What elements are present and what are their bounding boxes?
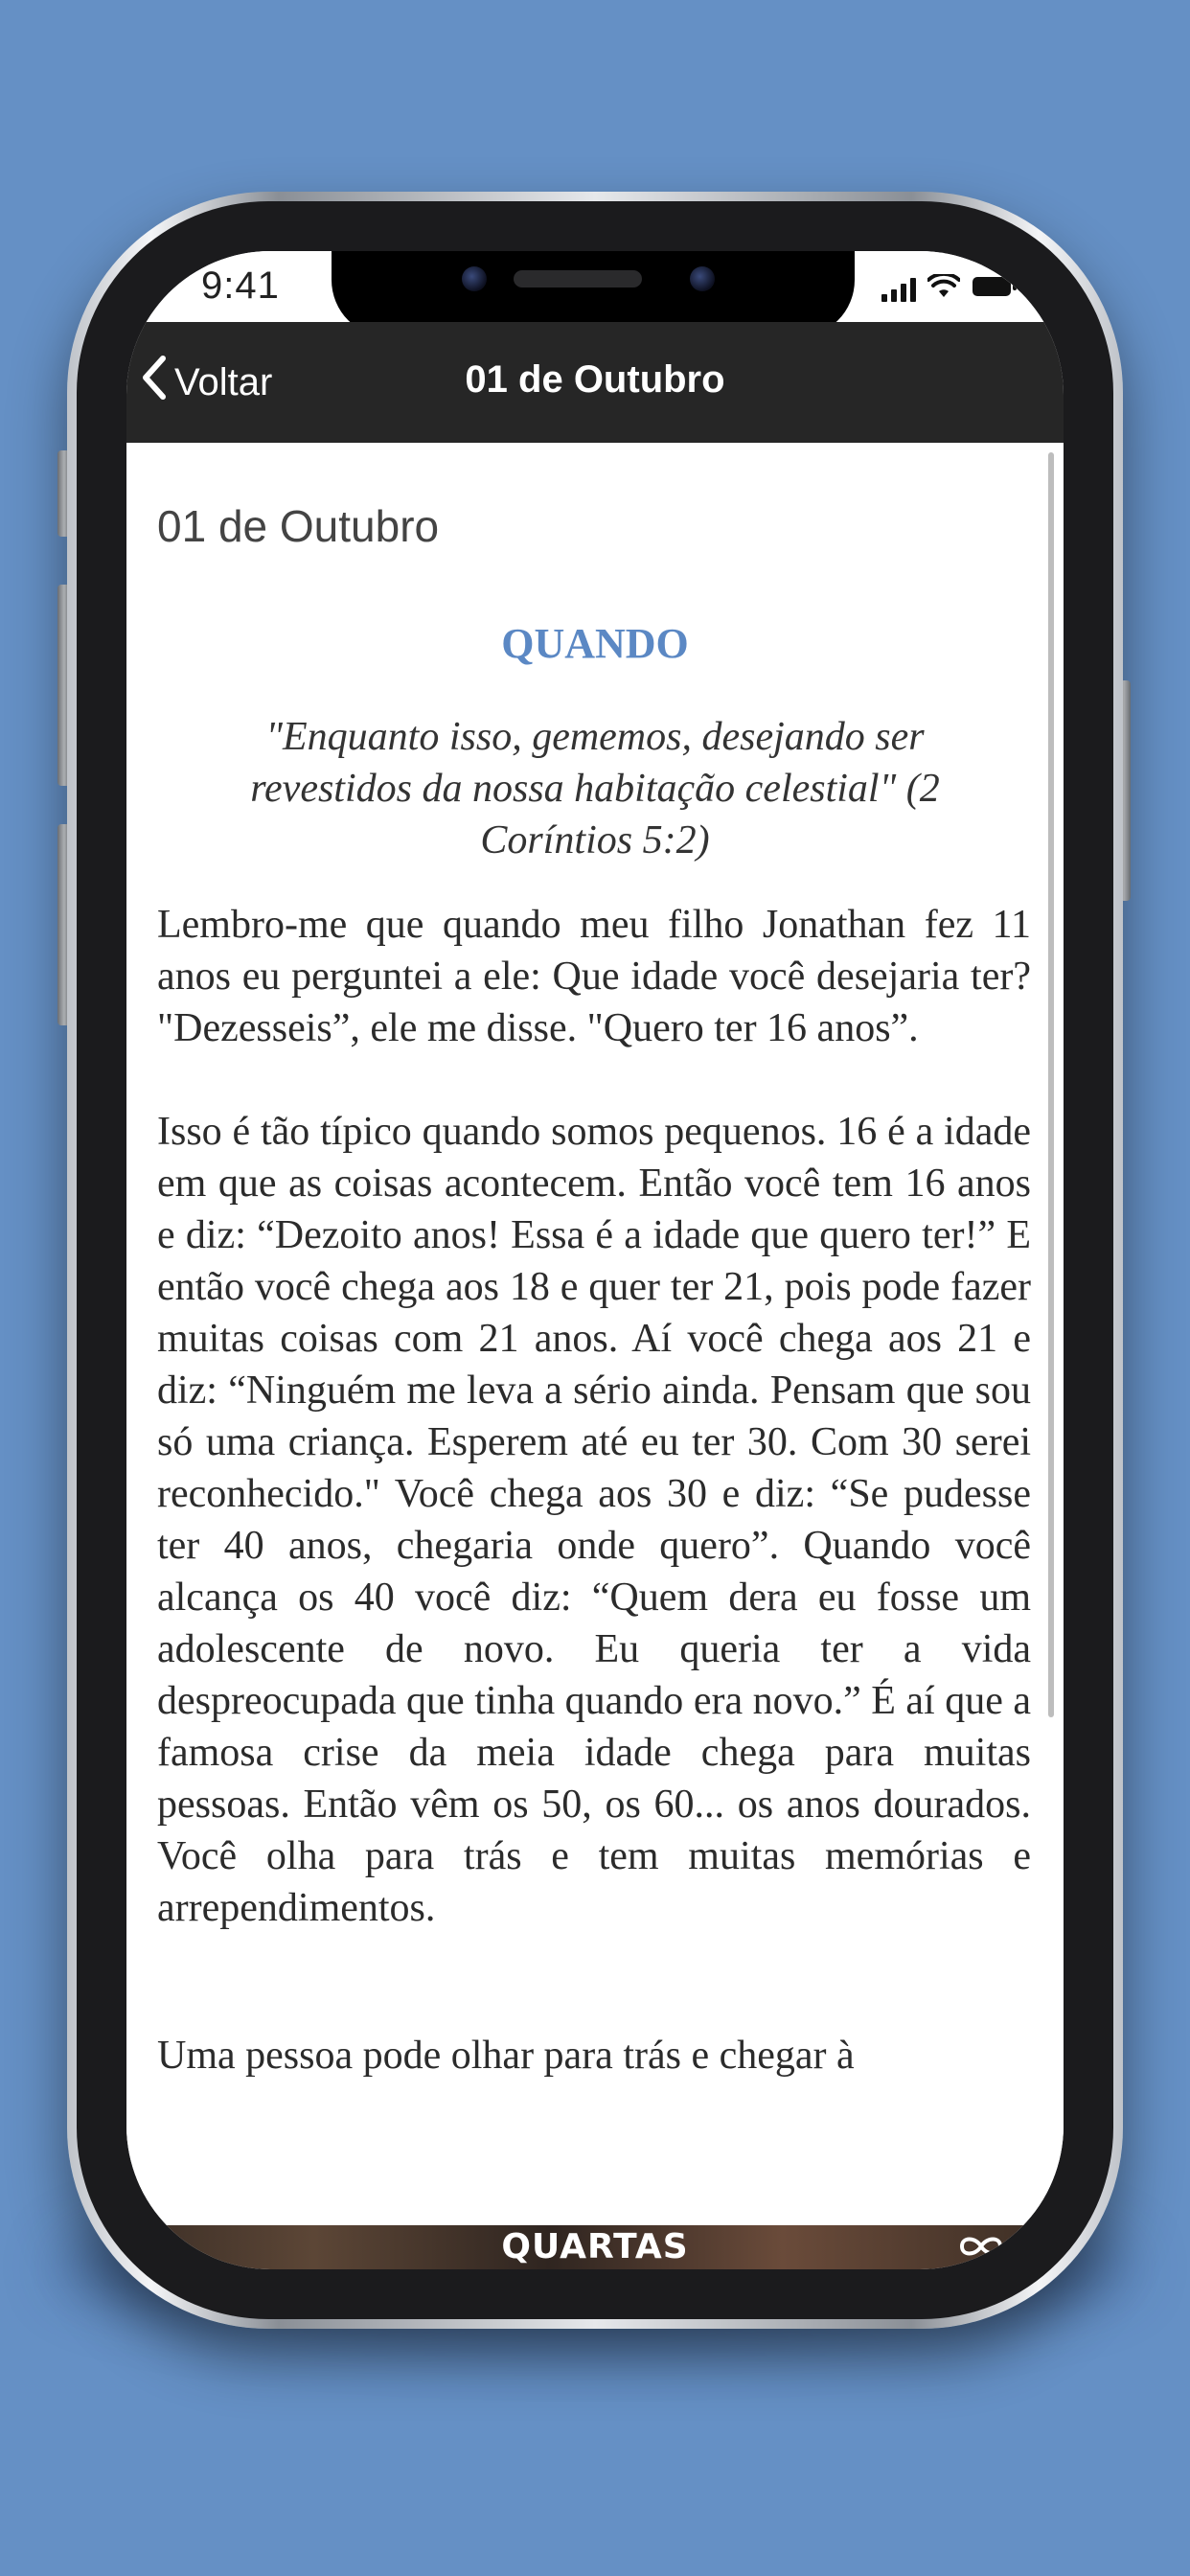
paragraph: Isso é tão típico quando somos pequenos. 16 é a idade em que as coisas acontecem. Então você tem 16 anos e diz: “Dezoito anos! Essa é a idade que quero ter!” E então você chega aos 18 e quer ter 21, pois pode fazer muitas coisas com 21 anos. Aí você chega aos 21 e diz: “Ninguém me leva a sério ainda. Pensam que sou só uma criança. Esperem até eu ter 30. Com 30 serei reconhecido." Você chega aos 30 e diz: “Se pudesse ter 40 anos, chegaria onde quero”. Quando você alcança os 40 você diz: “Quem dera eu fosse um adolescente de novo. Eu queria ter a vida despreocupada que tinha quando era novo.” É aí que a famosa crise da meia idade chega para muitas pessoas. Então vêm os 50, os 60... os anos dourados. Você olha para trás e tem muitas memórias e arrependimentos. — [157, 1110, 1031, 1930]
back-label: Voltar — [174, 360, 273, 403]
devotional-body — [157, 899, 1031, 2133]
battery-icon — [972, 275, 1018, 303]
sensor-icon — [690, 266, 715, 291]
devotional-content[interactable] — [126, 443, 1064, 2225]
infinity-icon — [956, 2233, 1006, 2265]
status-icons — [881, 274, 1018, 304]
navigation-bar — [126, 322, 1064, 443]
signal-icon — [881, 277, 916, 302]
earpiece-speaker — [514, 270, 642, 288]
bible-verse: "Enquanto isso, gememos, desejando ser revestidos da nossa habitação celestial" (2 Coríntios 5:2) — [250, 715, 940, 862]
banner-label: QUARTAS — [501, 2227, 689, 2266]
date-heading: 01 de Outubro — [157, 501, 440, 551]
paragraph: Uma pessoa pode olhar para trás e chegar à — [157, 2034, 855, 2078]
phone-screen — [126, 251, 1064, 2269]
bottom-banner[interactable] — [126, 2225, 1064, 2269]
status-time: 9:41 — [201, 264, 280, 307]
devotional-title: QUANDO — [501, 620, 689, 667]
nav-title: 01 de Outubro — [465, 358, 725, 401]
front-camera-icon — [462, 266, 487, 291]
wifi-icon — [927, 274, 960, 304]
paragraph: Lembro-me que quando meu filho Jonathan fez 11 anos eu perguntei a ele: Que idade você desejaria ter? "Dezesseis”, ele me disse. "Quero ter 16 anos”. — [157, 903, 1031, 1050]
